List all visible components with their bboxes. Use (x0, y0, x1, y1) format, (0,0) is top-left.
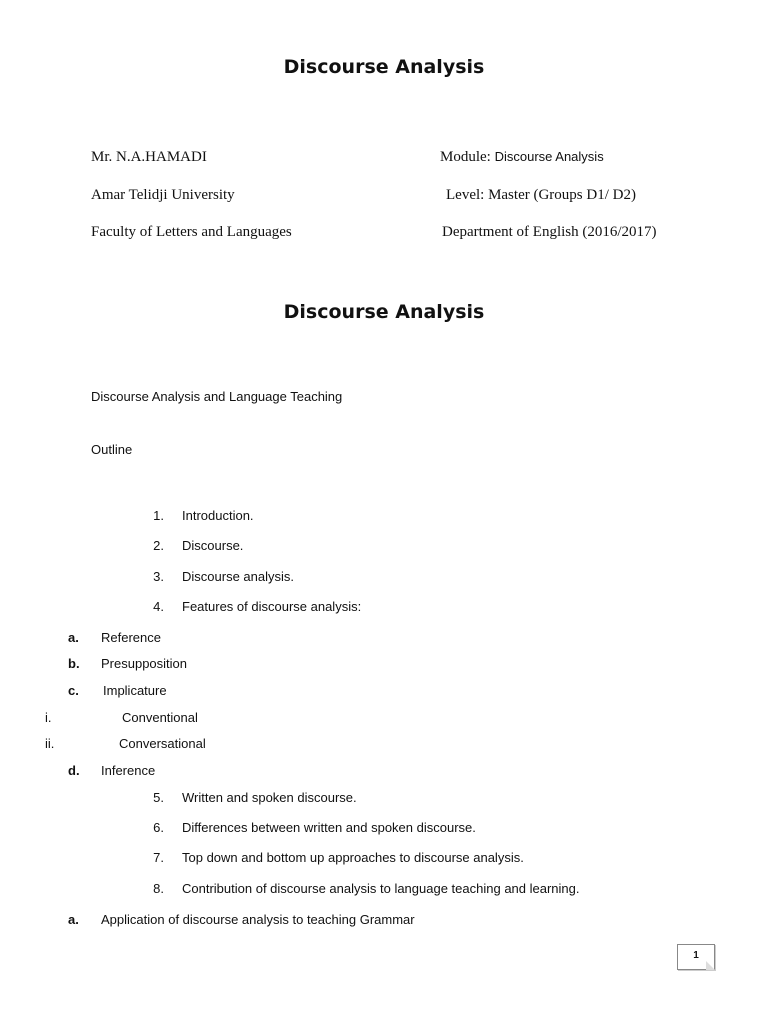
department-line: Department of English (2016/2017) (442, 224, 657, 240)
list-item: Discourse. (182, 538, 244, 553)
sublist-letter: a. (68, 912, 79, 927)
outline-label: Outline (91, 442, 133, 457)
sublist-item: Application of discourse analysis to teaching Grammar (101, 912, 415, 927)
roman-numeral: ii. (45, 736, 55, 751)
sublist-item: Presupposition (101, 656, 187, 671)
list-item: Features of discourse analysis: (182, 599, 362, 614)
sublist-letter: c. (68, 683, 79, 698)
list-item-number: 3. (153, 569, 164, 584)
university-name: Amar Telidji University (91, 187, 235, 203)
module-line (440, 149, 604, 166)
list-item: Differences between written and spoken discourse. (182, 820, 476, 835)
module-value: Discourse Analysis (494, 149, 604, 164)
list-item: Discourse analysis. (182, 569, 294, 584)
sublist-item: Implicature (103, 683, 167, 698)
list-item: Written and spoken discourse. (182, 790, 357, 805)
sublist-item: Conversational (119, 736, 206, 751)
list-item-number: 2. (153, 538, 164, 553)
roman-numeral: i. (45, 710, 52, 725)
page-curl-icon (706, 961, 715, 970)
list-item-number: 4. (153, 599, 164, 614)
sublist-item: Reference (101, 630, 161, 645)
list-item-number: 7. (153, 850, 164, 865)
sublist-item: Inference (101, 763, 156, 778)
page-number-box (677, 944, 715, 970)
list-item-number: 1. (153, 508, 164, 523)
sublist-letter: b. (68, 656, 80, 671)
list-item-number: 8. (153, 881, 164, 896)
list-item: Introduction. (182, 508, 254, 523)
sublist-item: Conventional (122, 710, 198, 725)
document-title: Discourse Analysis (283, 56, 485, 78)
module-label: Module: (440, 149, 495, 165)
sublist-letter: a. (68, 630, 79, 645)
list-item-number: 6. (153, 820, 164, 835)
faculty-name: Faculty of Letters and Languages (91, 224, 292, 240)
teacher-name: Mr. N.A.HAMADI (91, 149, 207, 165)
section-title: Discourse Analysis (283, 301, 485, 323)
page-number: 1 (693, 950, 699, 961)
list-item-number: 5. (153, 790, 164, 805)
list-item: Top down and bottom up approaches to discourse analysis. (182, 850, 524, 865)
subtitle: Discourse Analysis and Language Teaching (91, 389, 343, 404)
sublist-letter: d. (68, 763, 80, 778)
level-line: Level: Master (Groups D1/ D2) (446, 187, 636, 203)
list-item: Contribution of discourse analysis to language teaching and learning. (182, 881, 580, 896)
